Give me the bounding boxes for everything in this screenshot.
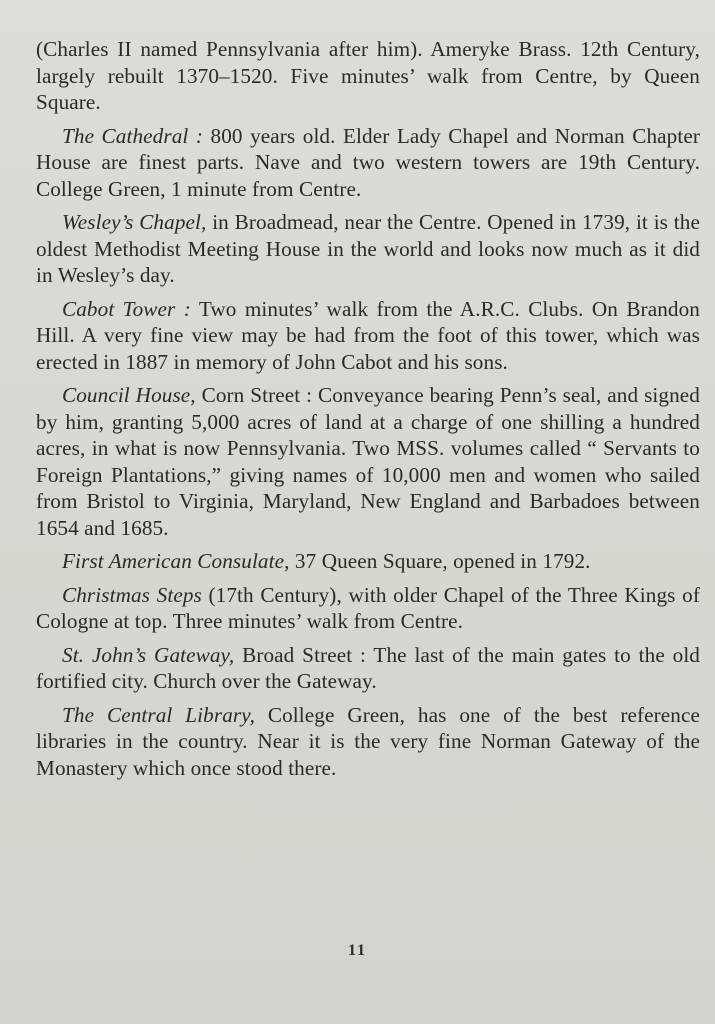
paragraph-title: The Central Library, [62, 702, 255, 727]
paragraph-council-house [36, 382, 700, 541]
paragraph-title: Christmas Steps [62, 582, 202, 607]
paragraph-wesleys-chapel [36, 209, 700, 289]
page-body [36, 36, 700, 788]
page-number: 11 [347, 942, 368, 959]
paragraph-st-mary-redcliffe-continuation [36, 36, 700, 116]
paragraph-central-library [36, 702, 700, 782]
paragraph-text: Two minutes’ walk from the A.R.C. Clubs. On Brandon Hill. A very fine view may be had from the foot of this tower, which was erected in 1887 in memory of John Cabot and his sons. [36, 296, 700, 374]
paragraph-cathedral [36, 123, 700, 203]
paragraph-first-american-consulate [36, 548, 700, 575]
paragraph-text: in Broadmead, near the Centre. Opened in 1739, it is the oldest Methodist Meeting House in the world and looks now much as it did in Wesley’s day. [36, 210, 700, 287]
paragraph-text: Corn Street : Conveyance bearing Penn’s seal, and signed by him, granting 5,000 acres of land at a charge of one shilling a hundred acres, in what is now Pennsylvania. Two MSS. volumes called “ Servants to Foreign Plantations,” giving names of 10,000 men and women who sailed from Bristol to Virginia, Maryland, New England and Barbadoes between 1654 and 1685. [36, 383, 700, 540]
paragraph-title: Wesley’s Chapel, [62, 210, 207, 234]
paragraph-text: (Charles II named Pennsylvania after him). Ameryke Brass. 12th Century, largely rebuilt 1370–1520. Five minutes’ walk from Centre, by Queen Square. [36, 37, 700, 114]
paragraph-title: Council House, [62, 383, 196, 407]
paragraph-text: 37 Queen Square, opened in 1792. [289, 549, 591, 573]
paragraph-title: First American Consulate, [62, 549, 290, 573]
paragraph-title: Cabot Tower : [62, 296, 191, 321]
paragraph-title: The Cathedral : [62, 123, 204, 148]
paragraph-text: Broad Street : The last of the main gates to the old fortified city. Church over the Gateway. [36, 642, 700, 693]
paragraph-christmas-steps [36, 582, 700, 635]
paragraph-st-johns-gateway [36, 642, 700, 695]
paragraph-title: St. John’s Gateway, [62, 642, 235, 667]
paragraph-text: 800 years old. Elder Lady Chapel and Norman Chapter House are finest parts. Nave and two western towers are 19th Century. College Green, 1 minute from Centre. [36, 123, 700, 201]
paragraph-text: (17th Century), with older Chapel of the Three Kings of Cologne at top. Three minutes’ walk from Centre. [36, 582, 700, 633]
paragraph-text: College Green, has one of the best reference libraries in the country. Near it is the very fine Norman Gateway of the Monastery which once stood there. [36, 702, 701, 780]
paragraph-cabot-tower [36, 296, 700, 376]
